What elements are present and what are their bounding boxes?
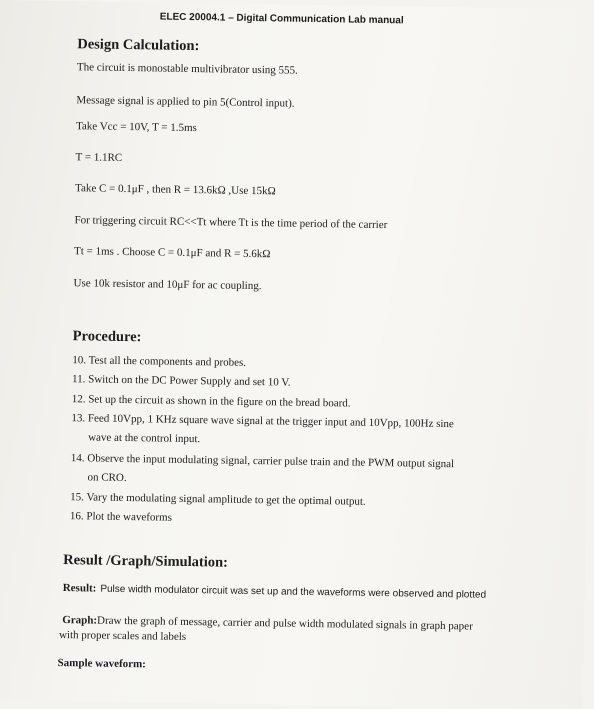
design-line: Use 10k resistor and 10μF for ac coupling. <box>73 277 262 293</box>
design-line: T = 1.1RC <box>75 151 123 164</box>
design-line: The circuit is monostable multivibrator using 555. <box>76 61 298 77</box>
result-heading: Result /Graph/Simulation: <box>63 552 229 571</box>
design-heading: Design Calculation: <box>77 36 200 55</box>
design-line: Tt = 1ms . Choose C = 0.1μF and R = 5.6kΩ <box>73 245 271 261</box>
page-fold <box>0 67 14 107</box>
design-line: Take Vcc = 10V, T = 1.5ms <box>75 120 197 135</box>
procedure-step: 10. Test all the components and probes. <box>72 354 247 369</box>
page-header: ELEC 20004.1 – Digital Communication Lab manual <box>159 11 404 27</box>
procedure-heading: Procedure: <box>72 328 142 346</box>
graph-text: Draw the graph of message, carrier and pulse width modulated signals in graph paper <box>97 614 473 633</box>
procedure-step: 15. Vary the modulating signal amplitude to get the optimal output. <box>70 491 366 508</box>
procedure-step: 14. Observe the input modulating signal, carrier pulse train and the PWM output signal <box>70 452 455 471</box>
procedure-step-cont: wave at the control input. <box>88 431 201 446</box>
result-line <box>63 578 487 603</box>
procedure-step: 11. Switch on the DC Power Supply and set 10 V. <box>71 373 291 389</box>
sample-waveform-label: Sample waveform: <box>57 656 146 671</box>
design-line: For triggering circuit RC<<Tt where Tt is the time period of the carrier <box>74 214 388 232</box>
procedure-step: 13. Feed 10Vpp, 1 KHz square wave signal at the trigger input and 10Vpp, 100Hz sine <box>71 412 454 431</box>
result-label: Result: <box>62 582 97 595</box>
procedure-step: 12. Set up the circuit as shown in the figure on the bread board. <box>71 393 351 410</box>
design-line: Take C = 0.1μF , then R = 13.6kΩ ,Use 15kΩ <box>74 182 276 198</box>
procedure-step-cont: on CRO. <box>87 471 127 485</box>
graph-text-cont: with proper scales and labels <box>58 629 187 644</box>
graph-label: Graph: <box>62 614 98 627</box>
result-text: Pulse width modulator circuit was set up and the waveforms were observed and plotted <box>100 583 487 601</box>
procedure-step: 16. Plot the waveforms <box>69 510 173 524</box>
design-line: Message signal is applied to pin 5(Control input). <box>76 94 295 110</box>
